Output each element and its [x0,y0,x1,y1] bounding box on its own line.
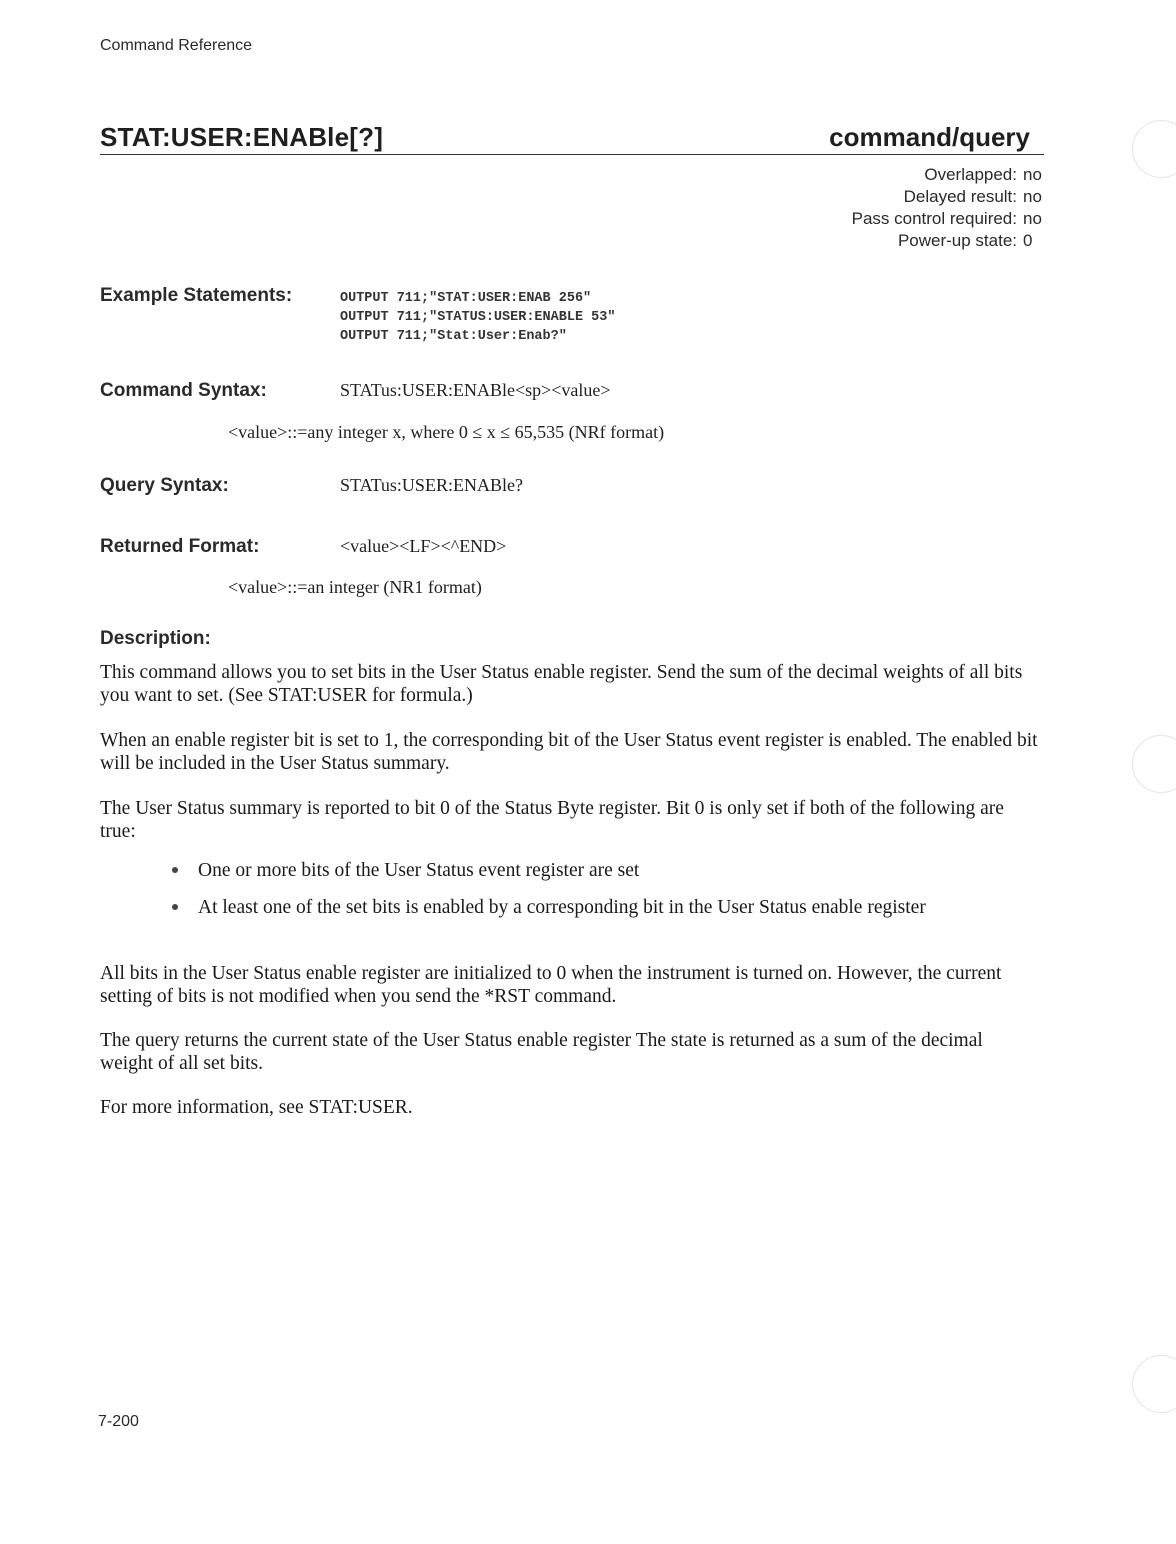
property-value: no [1023,165,1042,184]
command-title: STAT:USER:ENABle[?] [100,122,384,152]
description-bullet-list [172,859,1032,933]
property-value: no [1023,187,1042,206]
paragraph-text: This command allows you to set bits in the User Status enable register. Send the sum of the decimal weights of all bits you want to set. (See STAT:USER for formula.) [100,662,1023,706]
punch-hole-middle [1132,735,1176,793]
query-syntax-label: Query Syntax: [100,475,229,496]
returned-format-value-def: <value>::=an integer (NR1 format) [228,577,482,597]
paragraph-text: The User Status summary is reported to bit 0 of the Status Byte register. Bit 0 is only set if both of the following are true: [100,798,1004,842]
example-line: OUTPUT 711;"Stat:User:Enab?" [340,329,567,344]
example-statements-code [340,289,615,346]
property-overlapped [852,164,1043,186]
property-pass-control [852,208,1043,230]
list-item-text: At least one of the set bits is enabled by a corresponding bit in the User Status enable register [198,897,926,918]
property-power-up-state [852,230,1043,252]
bullet-icon [172,904,178,910]
description-paragraph-2 [100,729,1040,775]
example-statements-label: Example Statements: [100,285,293,306]
description-paragraph-5 [100,1029,1040,1075]
description-paragraph-6 [100,1096,1040,1119]
property-label: Overlapped: [924,165,1017,184]
property-value: no [1023,209,1042,228]
command-type: command/query [829,122,1030,152]
paragraph-text: The query returns the current state of the User Status enable register The state is returned as a sum of the decimal weight of all set bits. [100,1030,983,1074]
list-item-text: One or more bits of the User Status event register are set [198,860,640,881]
list-item [172,896,1032,919]
punch-hole-bottom [1132,1355,1176,1413]
paragraph-text: For more information, see STAT:USER. [100,1097,413,1118]
example-line: OUTPUT 711;"STATUS:USER:ENABLE 53" [340,310,616,325]
property-label: Pass control required: [851,209,1017,228]
command-syntax-value-def: <value>::=any integer x, where 0 ≤ x ≤ 65,535 (NRf format) [228,422,665,442]
returned-format-label: Returned Format: [100,536,260,557]
property-label: Power-up state: [897,231,1017,250]
properties-block [852,164,1043,252]
description-paragraph-4 [100,962,1040,1008]
description-paragraph-3 [100,797,1040,843]
command-syntax-text: STATus:USER:ENABle<sp><value> [340,380,611,400]
returned-format-text: <value><LF><^END> [340,536,507,556]
property-label: Delayed result: [903,187,1017,206]
query-syntax-text: STATus:USER:ENABle? [340,475,523,495]
paragraph-text: When an enable register bit is set to 1, the corresponding bit of the User Status event register is enabled. The enabled bit will be included in the User Status summary. [100,730,1038,774]
punch-hole-top [1132,120,1176,178]
example-line: OUTPUT 711;"STAT:USER:ENAB 256" [340,291,592,306]
running-header: Command Reference [100,37,253,54]
page-number: 7-200 [98,1413,139,1430]
list-item [172,859,1032,882]
title-rule [100,154,1044,155]
property-value: 0 [1023,231,1033,250]
paragraph-text: All bits in the User Status enable register are initialized to 0 when the instrument is turned on. However, the current setting of bits is not modified when you send the *RST command. [100,963,1002,1007]
description-paragraph-1 [100,661,1040,707]
command-syntax-label: Command Syntax: [100,380,267,401]
bullet-icon [172,867,178,873]
description-label: Description: [100,628,211,649]
property-delayed-result [852,186,1043,208]
